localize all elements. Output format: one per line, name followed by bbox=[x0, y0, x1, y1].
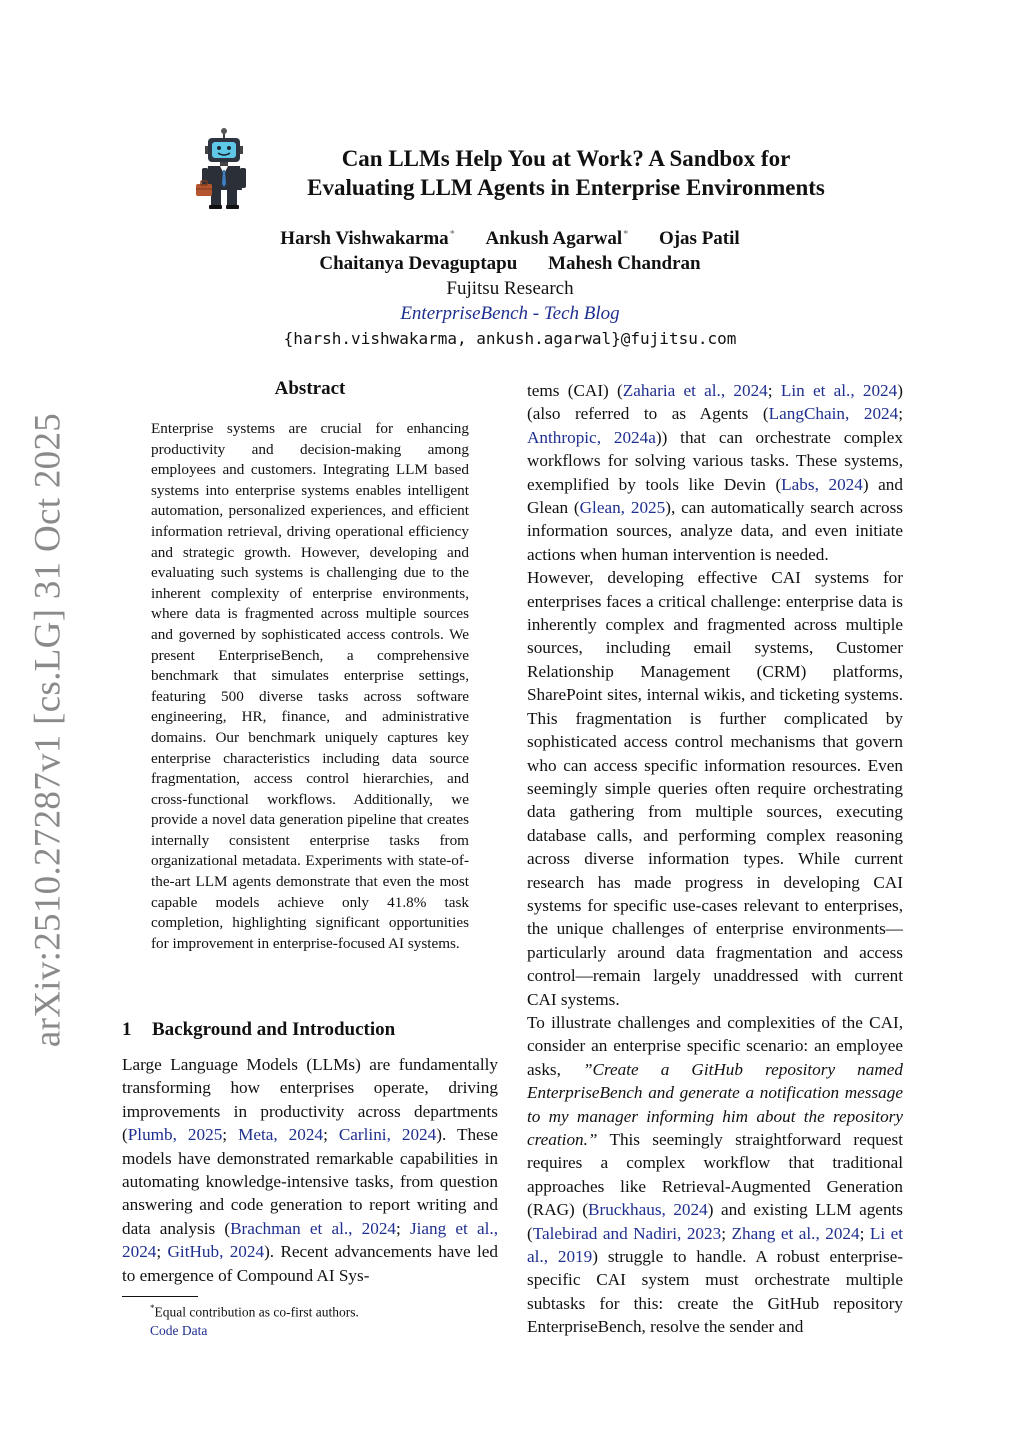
abstract-text: Enterprise systems are crucial for enhancing productivity and decision-making among employees and customers. Integrating LLM based systems into enterprise systems enables intelligent automation, personalized experiences, and efficient information retrieval, driving operational efficiency and strategic growth. However, developing and evaluating such systems is challenging due to the inherent complexity of enterprise environments, where data is fragmented across multiple sources and governed by sophisticated access controls. We present EnterpriseBench, a comprehensive benchmark that simulates enterprise settings, featuring 500 diverse tasks across software engineering, HR, finance, and administrative domains. Our benchmark uniquely captures key enterprise characteristics including data source fragmentation, access control hierarchies, and cross-functional workflows. Additionally, we provide a novel data generation pipeline that creates internally consistent enterprise tasks from organizational metadata. Experiments with state-of-the-art LLM agents demonstrate that even the most capable models achieve only 41.8% task completion, highlighting significant opportunities for improvement in enterprise-focused AI systems. bbox=[151, 420, 469, 952]
author-emails: {harsh.vishwakarma, ankush.agarwal}@fujitsu.com bbox=[283, 329, 737, 349]
footnote-divider bbox=[122, 1296, 198, 1297]
arxiv-identifier: arXiv:2510.27287v1 [cs.LG] 31 Oct 2025 bbox=[27, 412, 69, 1048]
intro-paragraph-4: To illustrate challenges and complexities of the CAI, consider an enterprise specific scenario: an employee asks, ”Create a GitHub repository named EnterpriseBench and generate a notification message to my manager informing him about the repository creation.” This seemingly straightforward request requires a complex workflow that traditional approaches like Retrieval-Augmented Generation (RAG) (Bruckhaus, 2024) and existing LLM agents (Talebirad and Nadiri, 2023; Zhang et al., 2024; Li et al., 2019) struggle to handle. A robust enterprise-specific CAI system must orchestrate multiple subtasks for this: create the GitHub repository EnterpriseBench, resolve the sender and bbox=[527, 1012, 904, 1337]
citation-langchain[interactable]: LangChain, 2024 bbox=[768, 404, 899, 424]
author-agarwal: Ankush Agarwal* bbox=[485, 228, 629, 250]
author-devaguptapu: Chaitanya Devaguptapu bbox=[319, 253, 518, 275]
citation-talebirad[interactable]: Talebirad and Nadiri, 2023 bbox=[532, 1223, 722, 1243]
paper-title: Can LLMs Help You at Work? A Sandbox for Evaluating LLM Agents in Enterprise Environments bbox=[307, 146, 825, 200]
citation-zaharia[interactable]: Zaharia et al., 2024 bbox=[622, 381, 768, 400]
intro-paragraph-3: However, developing effective CAI systems for enterprises faces a critical challenge: enterprise data is inherently complex and fragmented across multiple sources, including email systems, Customer Relationship Management (CRM) platforms, SharePoint sites, internal wikis, and ticketing systems. This fragmentation is further complicated by sophisticated access control mechanisms that govern who can access specific information resources. Even seemingly simple queries often require orchestrating data gathering from multiple sources, executing database calls, and performing complex reasoning across diverse information types. While current research has made progress in developing CAI systems for specific use-cases relevant to enterprises, the unique challenges of enterprise environments—particularly around data fragmentation and access control—remain largely unaddressed with current CAI systems. bbox=[527, 568, 903, 1009]
affiliation: Fujitsu Research bbox=[446, 278, 574, 300]
code-link[interactable]: Code bbox=[150, 1322, 179, 1338]
footnote: *Equal contribution as co-first authors. Code Data bbox=[150, 1303, 359, 1338]
citation-labs[interactable]: Labs, 2024 bbox=[781, 474, 863, 494]
citation-glean[interactable]: Glean, 2025 bbox=[579, 498, 666, 518]
citation-zhang[interactable]: Zhang et al., 2024 bbox=[731, 1223, 860, 1243]
robot-businessman-icon bbox=[196, 128, 252, 210]
intro-paragraph-2: tems (CAI) (Zaharia et al., 2024; Lin et al., 2024) (also referred to as Agents (LangChain, 2024; Anthropic, 2024a)) that can orchestrate complex workflows for solving various tasks. These systems, exemplified by tools like Devin (Labs, 2024) and Glean (Glean, 2025), can automatically search across information sources, analyze data, and even initiate actions when human intervention is needed. bbox=[527, 381, 904, 564]
author-chandran: Mahesh Chandran bbox=[548, 253, 701, 275]
citation-github[interactable]: GitHub, 2024 bbox=[167, 1242, 265, 1262]
citation-li[interactable]: Li et al., 2019 bbox=[527, 1223, 904, 1267]
citation-brachman[interactable]: Brachman et al., 2024 bbox=[230, 1218, 397, 1238]
intro-paragraph-1: Large Language Models (LLMs) are fundamentally transforming how enterprises operate, driving improvements in productivity across departments (Plumb, 2025; Meta, 2024; Carlini, 2024). These models have demonstrated remarkable capabilities in automating knowledge-intensive tasks, from question answering and code generation to report writing and data analysis (Brachman et al., 2024; Jiang et al., 2024; GitHub, 2024). Recent advancements have led to emergence of Compound AI Sys- bbox=[122, 1055, 498, 1285]
citation-jiang[interactable]: Jiang et al., 2024 bbox=[122, 1218, 498, 1262]
citation-anthropic[interactable]: Anthropic, 2024a bbox=[527, 427, 656, 447]
abstract-heading: Abstract bbox=[274, 378, 346, 399]
author-block bbox=[200, 222, 820, 351]
author-line-1 bbox=[200, 222, 820, 251]
citation-plumb[interactable]: Plumb, 2025 bbox=[127, 1125, 223, 1145]
citation-meta[interactable]: Meta, 2024 bbox=[238, 1125, 324, 1145]
tech-blog-link[interactable]: EnterpriseBench - Tech Blog bbox=[400, 303, 620, 325]
citation-lin[interactable]: Lin et al., 2024 bbox=[780, 381, 898, 400]
arxiv-sidebar bbox=[20, 412, 76, 1048]
citation-carlini[interactable]: Carlini, 2024 bbox=[338, 1125, 437, 1145]
author-vishwakarma: Harsh Vishwakarma* bbox=[280, 228, 455, 250]
author-line-2 bbox=[200, 251, 820, 276]
author-patil: Ojas Patil bbox=[658, 228, 740, 250]
right-column bbox=[527, 379, 903, 1339]
citation-bruckhaus[interactable]: Bruckhaus, 2024 bbox=[588, 1200, 708, 1220]
data-link[interactable]: Data bbox=[181, 1322, 208, 1338]
example-query: ”Create a GitHub repository named EnterpriseBench and generate a notification message to my manager informing him about the repository creation.” bbox=[527, 1059, 903, 1149]
section-heading: 1 Background and Introduction bbox=[122, 1019, 396, 1040]
